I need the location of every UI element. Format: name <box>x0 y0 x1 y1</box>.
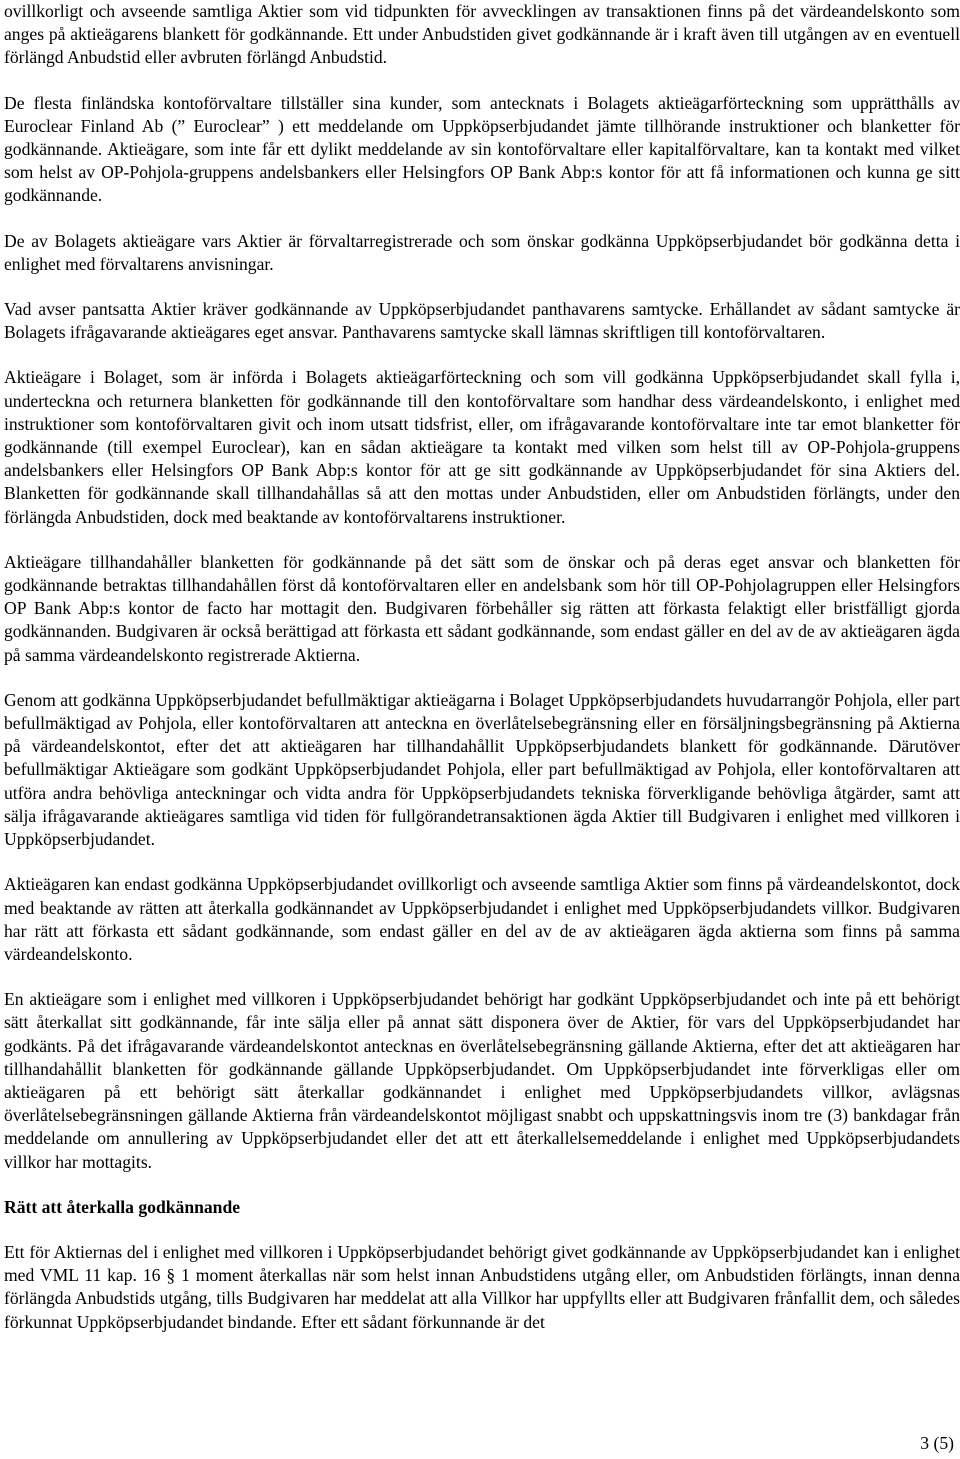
paragraph-kontoforvaltare-meddelande: De flesta finländska kontoförvaltare tillställer sina kunder, som antecknats i Bolagets aktieägarförteckning som upprätthålls av Euroclear Finland Ab (” Euroclear” ) ett meddelande om Uppköpserbjudandet jämte tillhörande instruktioner och blanketter för godkännande. Aktieägare, som inte får ett dylikt meddelande av sin kontoförvaltare eller kapitalförvaltare, kan ta kontakt med vilket som helst av OP-Pohjola-gruppens andelsbankers eller Helsingfors OP Bank Abp:s kontor för att få informationen och kunna ge sitt godkännande. <box>4 92 960 206</box>
paragraph-befullmaktigande: Genom att godkänna Uppköpserbjudandet befullmäktigar aktieägarna i Bolaget Uppköpserbjudandets huvudarrangör Pohjola, eller part befullmäktigad av Pohjola, eller kontoförvaltaren att anteckna en överlåtelsebegränsning eller en försäljningsbegränsning på Aktierna på värdeandelskontot, efter det att aktieägaren har tillhandahållit Uppköpserbjudandets blankett för godkännande. Därutöver befullmäktigar Aktieägare som godkänt Uppköpserbjudandet Pohjola, eller part befullmäktigad av Pohjola, eller kontoförvaltaren att utföra andra behövliga anteckningar och vidta andra för Uppköpserbjudandets tekniska förverkligande behövliga åtgärder, samt att sälja ifrågavarande aktieägares samtliga vid tiden för fullgörandetransaktionen ägda Aktier till Budgivaren i enlighet med villkoren i Uppköpserbjudandet. <box>4 689 960 850</box>
document-page <box>4 0 960 1356</box>
section-heading: Rätt att återkalla godkännande <box>4 1196 241 1217</box>
paragraph-blankett-instruktioner: Aktieägare i Bolaget, som är införda i Bolagets aktieägarförteckning och som vill godkänna Uppköpserbjudandet skall fylla i, underteckna och returnera blanketten för godkännande till den kontoförvaltare som handhar dess värdeandelskonto, i enlighet med instruktioner som kontoförvaltaren givit och inom utsatt tidsfrist, eller, om ifrågavarande kontoförvaltare inte tar emot blanketter för godkännande (till exempel Euroclear), kan en sådan aktieägare ta kontakt med vilken som helst till av OP-Pohjola-gruppens andelsbankers eller Helsingfors OP Bank Abp:s kontor för att ge sitt godkännande av Uppköpserbjudandet för sina Aktiers del. Blanketten för godkännande skall tillhandahållas så att den mottas under Anbudstiden, eller om Anbudstiden förlängts, under den förlängda Anbudstiden, dock med beaktande av kontoförvaltarens instruktioner. <box>4 367 960 527</box>
paragraph-overlatelsebegransning: En aktieägare som i enlighet med villkoren i Uppköpserbjudandet behörigt har godkänt Uppköpserbjudandet och inte på ett behörigt sätt återkallat sitt godkännande, får inte sälja eller på annat sätt disponera över de Aktier, för vars del Uppköpserbjudandet har godkänts. På det ifrågavarande värdeandelskontot antecknas en överlåtelsebegränsning gällande Aktierna, efter det att aktieägaren har tillhandahållit blanketten för godkännande gällande Uppköpserbjudandet. Om Uppköpserbjudandet inte förverkligas eller om aktieägaren på ett behörigt sätt återkallar godkännandet i enlighet med Uppköpserbjudandets villkor, avlägsnas överlåtelsebegränsningen gällande Aktierna från värdeandelskontot möjligast snabbt och uppskattningsvis inom tre (3) bankdagar från meddelande om annullering av Uppköpserbjudandet eller det att ett återkallelsemeddelande i enlighet med Uppköpserbjudandets villkor har mottagits. <box>4 989 960 1172</box>
page-number: 3 (5) <box>920 1433 954 1453</box>
paragraph-tillhandahallande: Aktieägare tillhandahåller blanketten för godkännande på det sätt som de önskar och på deras eget ansvar och blanketten för godkännande betraktas tillhandahållen först då kontoförvaltaren eller en andelsbank som hör till OP-Pohjolagruppen eller Helsingfors OP Bank Abp:s kontor de facto har mottagit den. Budgivaren förbehåller sig rätten att förkasta felaktigt eller bristfälligt gjorda godkännanden. Budgivaren är också berättigad att förkasta ett sådant godkännande, som endast gäller en del av de av aktieägaren ägda på samma värdeandelskonto registrerade Aktierna. <box>4 551 960 665</box>
paragraph-godkannande-omfattning: ovillkorligt och avseende samtliga Aktier som vid tidpunkten för avvecklingen av transaktionen finns på det värdeandelskonto som anges på aktieägarens blankett för godkännande. Ett under Anbudstiden givet godkännande är i kraft även till utgången av en eventuell förlängd Anbudstid eller avbruten förlängd Anbudstid. <box>4 1 960 68</box>
paragraph-forvaltarregistrerade: De av Bolagets aktieägare vars Aktier är förvaltarregistrerade och som önskar godkänna Uppköpserbjudandet bör godkänna detta i enlighet med förvaltarens anvisningar. <box>4 230 960 274</box>
paragraph-pantsatta-aktier: Vad avser pantsatta Aktier kräver godkännande av Uppköpserbjudandet panthavarens samtycke. Erhållandet av sådant samtycke är Bolagets ifrågavarande aktieägares eget ansvar. Panthavarens samtycke skall lämnas skriftligen till kontoförvaltaren. <box>4 299 960 343</box>
paragraph-aterkallelse: Ett för Aktiernas del i enlighet med villkoren i Uppköpserbjudandet behörigt givet godkännande av Uppköpserbjudandet kan i enlighet med VML 11 kap. 16 § 1 moment återkallas när som helst innan Anbudstidens utgång eller, om Anbudstiden förlängts, innan denna förlängda Anbudstids utgång, tills Budgivaren har meddelat att alla Villkor har uppfyllts eller att Budgivaren frånfallit dem, och således förkunnat Uppköpserbjudandet bindande. Efter ett sådant förkunnande är det <box>4 1241 960 1332</box>
paragraph-ovillkorligt-godkannande: Aktieägaren kan endast godkänna Uppköpserbjudandet ovillkorligt och avseende samtliga Aktier som finns på värdeandelskontot, dock med beaktande av rätten att återkalla godkännandet av Uppköpserbjudandet i enlighet med Uppköpserbjudandets villkor. Budgivaren har rätt att förkasta ett sådant godkännande, som endast gäller en del av de av aktieägaren ägda aktierna som finns på samma värdeandelskonto. <box>4 874 960 964</box>
